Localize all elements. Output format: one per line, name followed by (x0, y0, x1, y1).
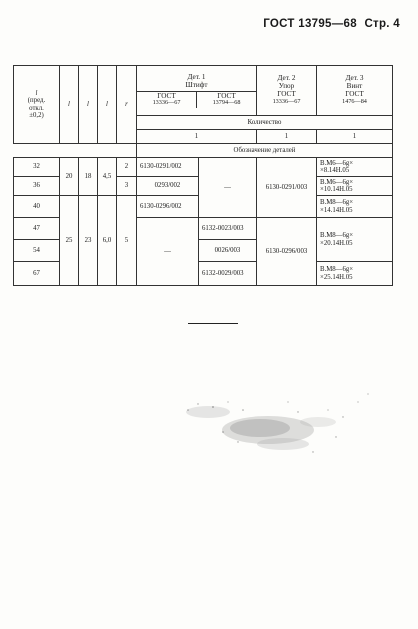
det3-header: Дет. 3 Винт ГОСТ 1476—84 (317, 66, 393, 116)
end-rule (188, 323, 238, 324)
cell-l2: 67 (14, 262, 60, 286)
cell-det1a: 6130-0291/002 (137, 158, 199, 177)
designation-label: Обозначение деталей (137, 144, 393, 158)
col-header-l2: l (пред. откл. ±0,2) (14, 66, 60, 144)
det1-gost-a: ГОСТ 13336—67 (137, 92, 197, 109)
cell-l1: 20 (60, 158, 79, 196)
det1-header: Дет. 1 Штифт ГОСТ 13336—67 ГОСТ 13794—68 (137, 66, 257, 116)
cell-det1b: 6132-0023/003 (199, 218, 257, 240)
col-header-l1: l (60, 66, 79, 144)
det2-header: Дет. 2 Упор ГОСТ 13336—67 (257, 66, 317, 116)
cell-l1: 25 (60, 196, 79, 286)
cell-det1a: 0293/002 (137, 177, 199, 196)
cell-r: 3 (117, 177, 137, 196)
cell-det1b: 0026/003 (199, 240, 257, 262)
cell-det3: В.М8—6g× ×14.14Н.05 (317, 196, 393, 218)
cell-det1b: 6132-0029/003 (199, 262, 257, 286)
cell-l2: 40 (14, 196, 60, 218)
cell-det3: В.М8—6g× ×20.14Н.05 (317, 218, 393, 262)
cell-det2: 6130-0296/003 (257, 218, 317, 286)
cell-det3: В.М8—6g× ×25.14Н.05 (317, 262, 393, 286)
cell-l2: 32 (14, 158, 60, 177)
cell-det2: 6130-0291/003 (257, 158, 317, 218)
cell-det1a: — (137, 218, 199, 286)
page-header (259, 18, 400, 30)
cell-l3: 18 (79, 158, 98, 196)
cell-r: 2 (117, 158, 137, 177)
table-row (14, 158, 393, 177)
page-number: Стр. 4 (364, 18, 400, 30)
specification-table (13, 65, 393, 286)
quantity-label: Количество (137, 116, 393, 130)
cell-det1a: 6130-0296/002 (137, 196, 199, 218)
cell-det3: В.М6—6g× ×10.14Н.05 (317, 177, 393, 196)
col-header-l4: l (98, 66, 117, 144)
cell-det1b: — (199, 158, 257, 218)
qty-det1: 1 (137, 130, 257, 144)
cell-l2: 54 (14, 240, 60, 262)
qty-det3: 1 (317, 130, 393, 144)
cell-l3: 23 (79, 196, 98, 286)
cell-r: 5 (117, 196, 137, 286)
cell-l4: 4,5 (98, 158, 117, 196)
col-header-r: r (117, 66, 137, 144)
scan-smudge (168, 382, 388, 472)
designation-spacer (14, 144, 137, 158)
qty-det2: 1 (257, 130, 317, 144)
det1-gost-b: ГОСТ 13794—68 (212, 91, 241, 107)
cell-l2: 36 (14, 177, 60, 196)
standard-number: ГОСТ 13795—68 (263, 18, 357, 30)
cell-l4: 6,0 (98, 196, 117, 286)
col-header-l3: l (79, 66, 98, 144)
cell-det3: В.М6—6g× ×8.14Н.05 (317, 158, 393, 177)
cell-l2: 47 (14, 218, 60, 240)
